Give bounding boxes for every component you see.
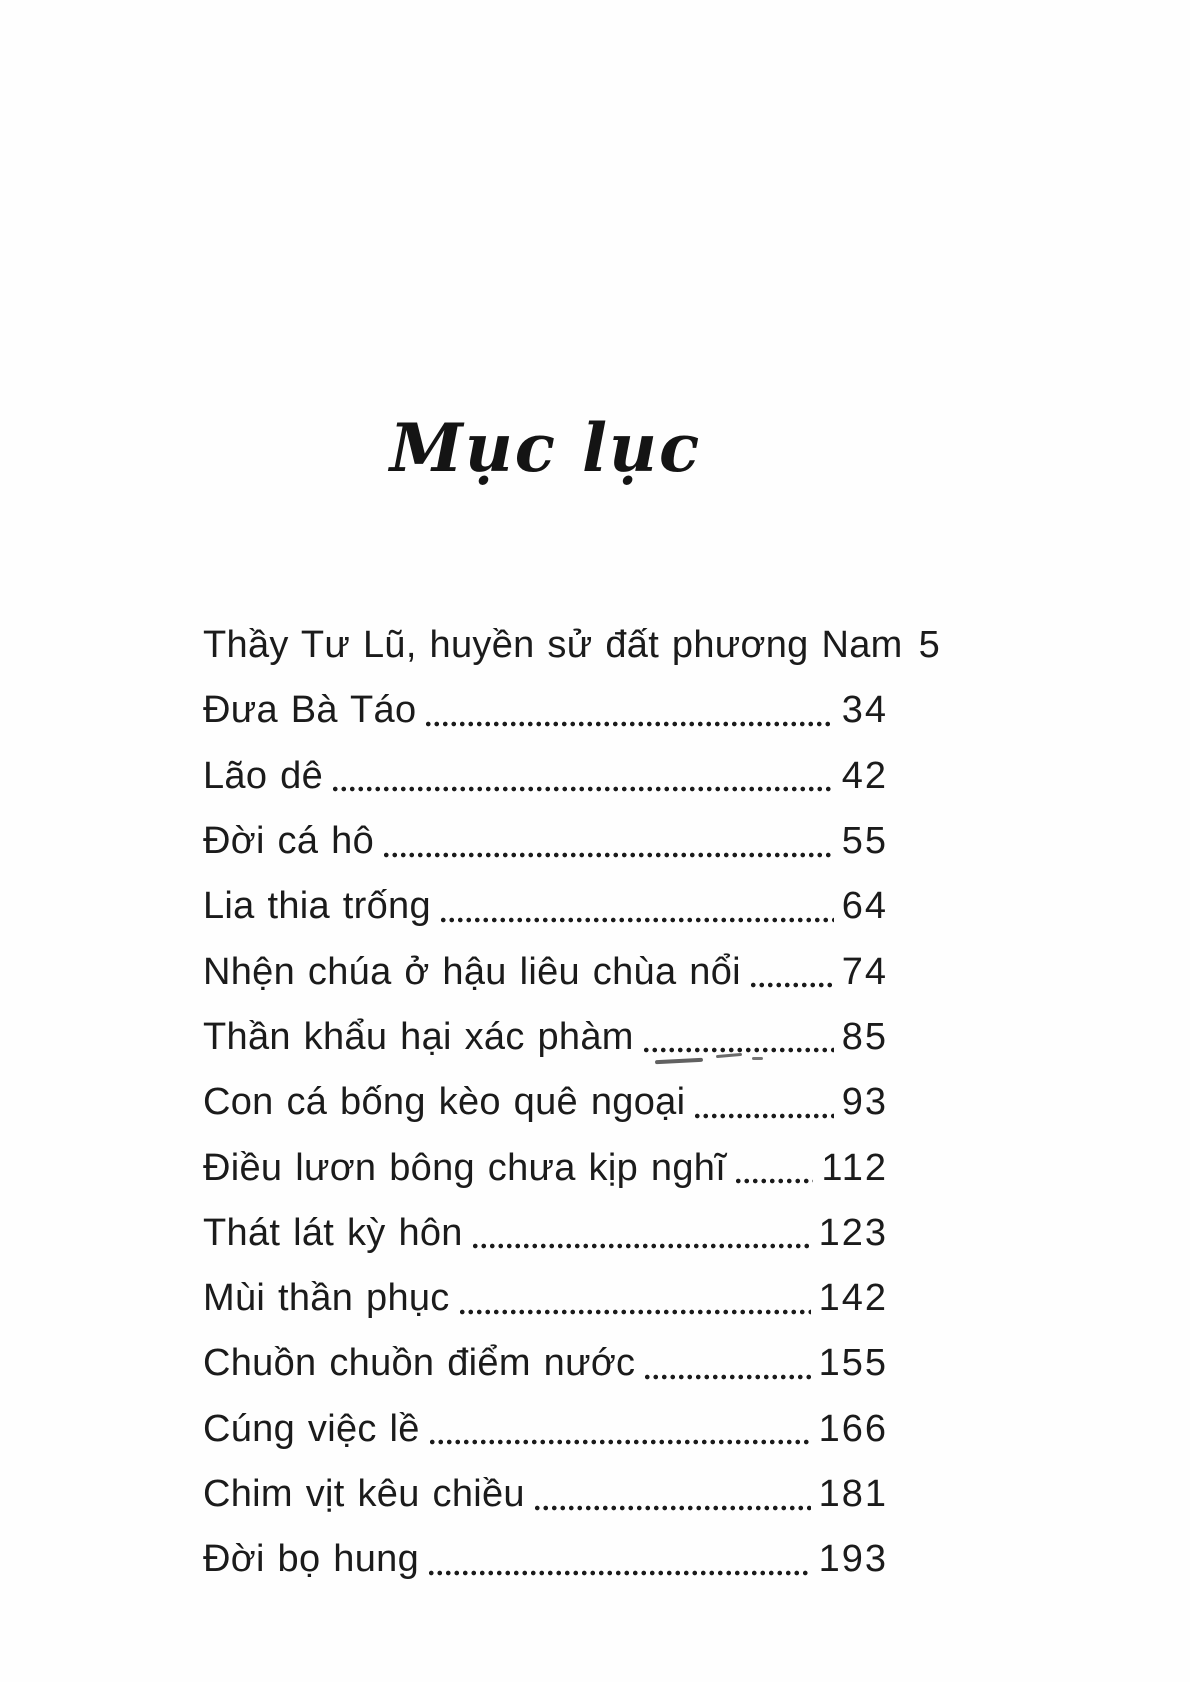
- dot-leader: [427, 1570, 811, 1576]
- toc-entry-title: Thầy Tư Lũ, huyền sử đất phương Nam: [203, 624, 903, 667]
- dot-leader: [471, 1243, 811, 1249]
- toc-entry: [203, 874, 888, 939]
- toc-entry: [203, 1331, 888, 1396]
- toc-entry-page: 193: [818, 1538, 888, 1581]
- dot-leader: [458, 1309, 811, 1315]
- toc-entry-page: 155: [818, 1342, 888, 1385]
- toc-entry-title: Thần khẩu hại xác phàm: [203, 1015, 634, 1058]
- dot-leader: [734, 1178, 813, 1184]
- toc-entry-page: 112: [821, 1146, 888, 1189]
- dot-leader: [693, 1113, 833, 1119]
- toc-entry-page: 42: [841, 754, 888, 797]
- toc-entry-title: Nhện chúa ở hậu liêu chùa nổi: [203, 950, 741, 993]
- toc-entry-title: Chuồn chuồn điểm nước: [203, 1342, 636, 1385]
- toc-entry-title: Cúng việc lề: [203, 1407, 420, 1450]
- toc-entry: [203, 1397, 888, 1462]
- toc-entry: [203, 1462, 888, 1527]
- toc-entry: [203, 1070, 888, 1135]
- toc-entry-title: Con cá bống kèo quê ngoại: [203, 1081, 686, 1124]
- toc-entry-title: Mùi thần phục: [203, 1277, 450, 1320]
- toc-entry-page: 74: [841, 950, 888, 993]
- toc-entry-page: 5: [918, 624, 942, 667]
- toc-entry: [203, 939, 888, 1004]
- toc-entry: [203, 809, 888, 874]
- dot-leader: [424, 721, 833, 727]
- toc-entry-page: 123: [818, 1211, 888, 1254]
- toc-entry-title: Đời bọ hung: [203, 1538, 420, 1581]
- toc-entry: [203, 1201, 888, 1266]
- toc-entry: [203, 1266, 888, 1331]
- toc-entry-title: Đời cá hô: [203, 820, 375, 863]
- toc-entry: [203, 678, 888, 743]
- dot-leader: [382, 852, 834, 858]
- dot-leader: [643, 1374, 810, 1380]
- toc-entry: [203, 1527, 888, 1592]
- toc-entry-page: 64: [841, 885, 888, 928]
- toc-entry-page: 85: [841, 1015, 888, 1058]
- toc-entry: [203, 1135, 888, 1200]
- smudge-mark: [752, 1057, 763, 1060]
- toc-entry-page: 142: [818, 1277, 888, 1320]
- toc-entry-title: Chim vịt kêu chiều: [203, 1473, 525, 1515]
- toc-entry-page: 34: [841, 689, 888, 732]
- dot-leader: [428, 1439, 811, 1445]
- toc-entry: [203, 744, 888, 809]
- toc-entry-title: Thát lát kỳ hôn: [203, 1211, 463, 1254]
- toc-entry-page: 181: [818, 1473, 888, 1515]
- toc-entry-page: 55: [841, 820, 888, 863]
- toc-entry-title: Đưa Bà Táo: [203, 689, 417, 732]
- toc-entry-page: 93: [841, 1081, 888, 1124]
- toc-entry: [203, 1005, 888, 1070]
- dot-leader: [749, 982, 834, 988]
- toc-entry-page: 166: [818, 1407, 888, 1450]
- dot-leader: [331, 786, 834, 792]
- dot-leader: [439, 917, 834, 923]
- page-title: Mục lục: [389, 409, 702, 487]
- dot-leader: [533, 1505, 811, 1511]
- toc-entry-title: Lão dê: [203, 754, 324, 797]
- toc-entry: [203, 613, 942, 678]
- toc-entry-title: Điều lươn bông chưa kịp nghĩ: [203, 1146, 727, 1189]
- toc-entry-title: Lia thia trống: [203, 885, 431, 928]
- toc-list: [203, 613, 942, 1592]
